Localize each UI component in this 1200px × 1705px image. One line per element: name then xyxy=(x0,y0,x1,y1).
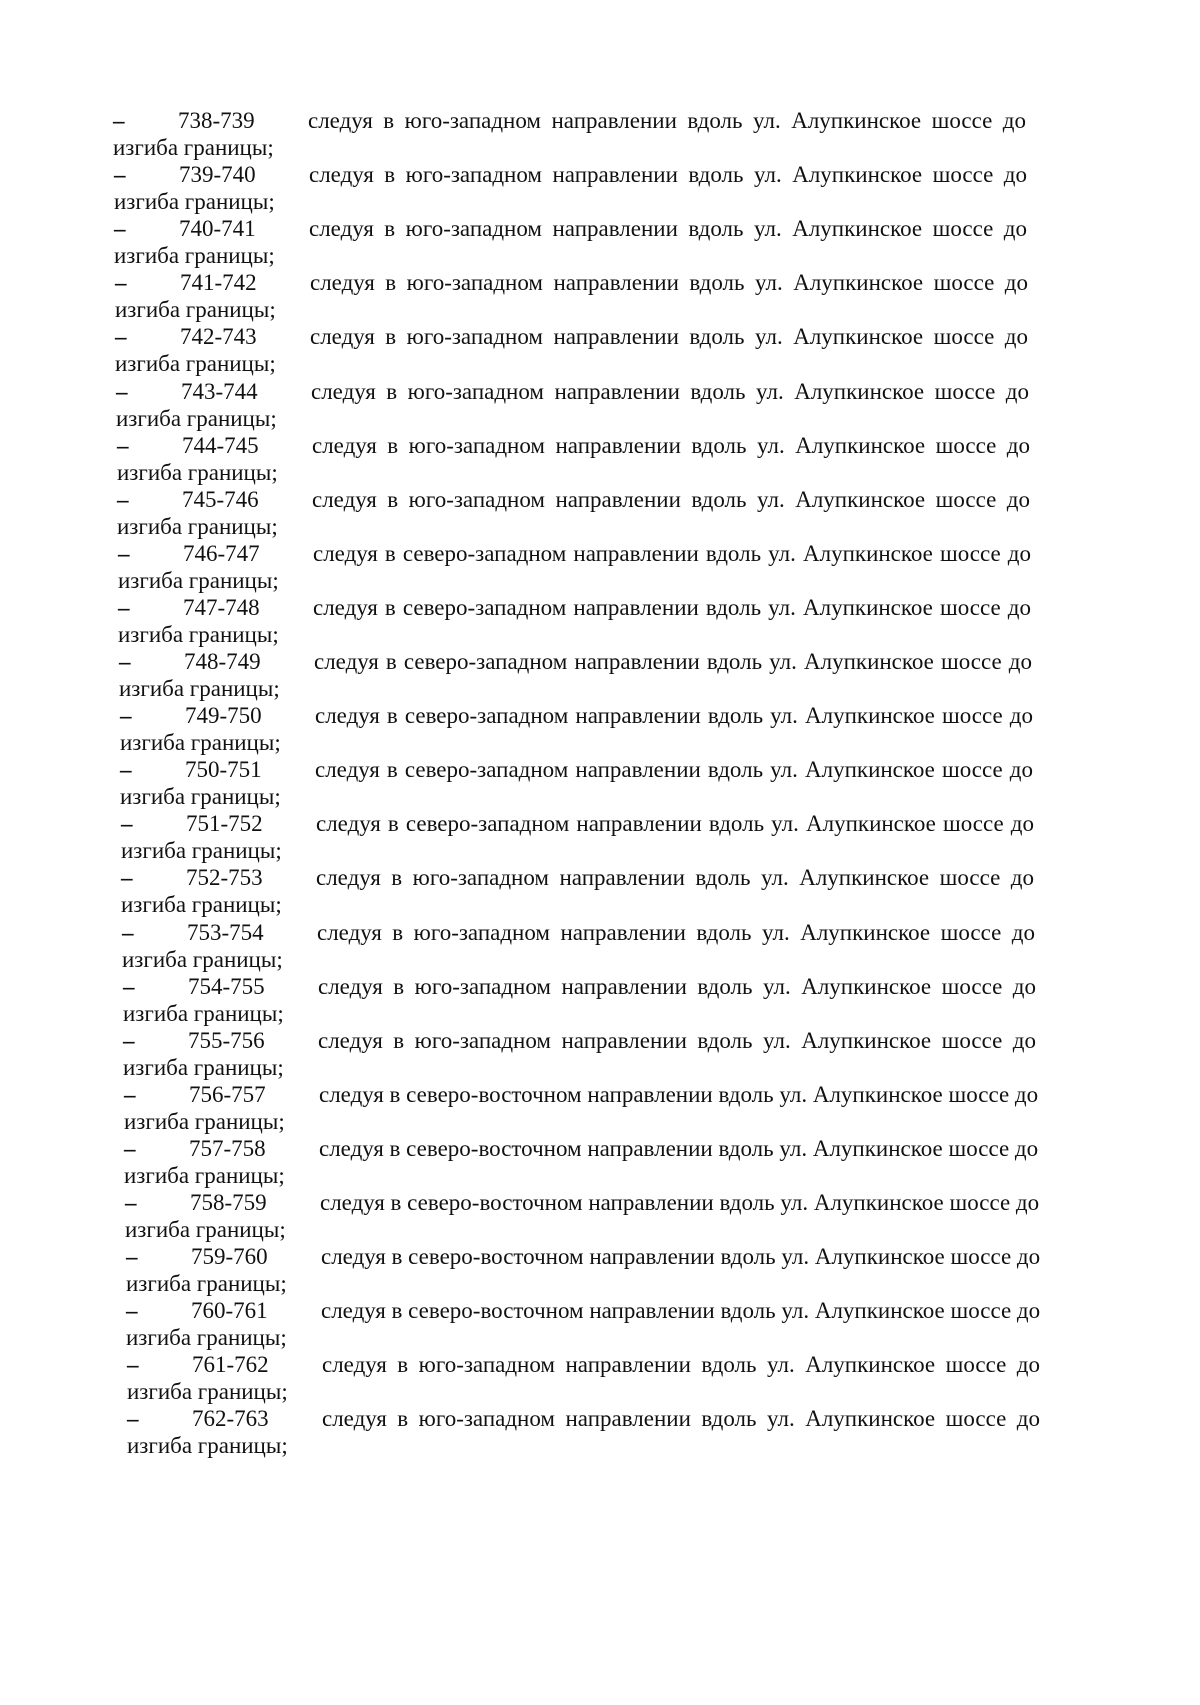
segment-description: следуя в юго-западном направлении вдоль ул. Алупкинское шоссе до xyxy=(312,487,1030,512)
segment-description-continuation: изгиба границы; xyxy=(123,1001,284,1026)
list-dash: – xyxy=(120,757,132,782)
segment-description-continuation: изгиба границы; xyxy=(114,189,275,214)
list-dash: – xyxy=(126,1244,138,1269)
boundary-segment-entry xyxy=(0,323,1200,381)
segment-description-continuation: изгиба границы; xyxy=(122,947,283,972)
segment-description-continuation: изгиба границы; xyxy=(115,297,276,322)
list-dash: – xyxy=(123,974,135,999)
list-dash: – xyxy=(124,1082,136,1107)
segment-description: следуя в северо-западном направлении вдоль ул. Алупкинское шоссе до xyxy=(315,703,1033,728)
boundary-segment-entry xyxy=(0,864,1200,922)
segment-description: следуя в юго-западном направлении вдоль ул. Алупкинское шоссе до xyxy=(309,216,1027,241)
segment-description: следуя в юго-западном направлении вдоль ул. Алупкинское шоссе до xyxy=(322,1406,1040,1431)
boundary-segment-entry xyxy=(0,107,1200,165)
segment-number: 751-752 xyxy=(186,811,263,836)
list-dash: – xyxy=(114,216,126,241)
segment-description: следуя в северо-западном направлении вдоль ул. Алупкинское шоссе до xyxy=(313,541,1031,566)
boundary-segment-entry xyxy=(0,1081,1200,1139)
segment-description-continuation: изгиба границы; xyxy=(120,784,281,809)
boundary-segment-entry xyxy=(0,810,1200,868)
list-dash: – xyxy=(120,703,132,728)
segment-description-continuation: изгиба границы; xyxy=(117,460,278,485)
boundary-segment-entry xyxy=(0,161,1200,219)
segment-number: 745-746 xyxy=(182,487,259,512)
segment-description: следуя в юго-западном направлении вдоль ул. Алупкинское шоссе до xyxy=(318,974,1036,999)
segment-description-continuation: изгиба границы; xyxy=(120,730,281,755)
segment-description: следуя в северо-западном направлении вдоль ул. Алупкинское шоссе до xyxy=(315,757,1033,782)
boundary-segment-entry xyxy=(0,1135,1200,1193)
segment-description-continuation: изгиба границы; xyxy=(116,406,277,431)
segment-description: следуя в северо-восточном направлении вдоль ул. Алупкинское шоссе до xyxy=(319,1136,1039,1161)
list-dash: – xyxy=(114,162,126,187)
boundary-segment-entry xyxy=(0,919,1200,977)
segment-description: следуя в северо-восточном направлении вдоль ул. Алупкинское шоссе до xyxy=(321,1298,1041,1323)
segment-number: 744-745 xyxy=(182,433,259,458)
segment-description: следуя в северо-восточном направлении вдоль ул. Алупкинское шоссе до xyxy=(321,1244,1041,1269)
segment-description: следуя в северо-западном направлении вдоль ул. Алупкинское шоссе до xyxy=(316,811,1034,836)
segment-description: следуя в юго-западном направлении вдоль ул. Алупкинское шоссе до xyxy=(310,324,1028,349)
segment-number: 741-742 xyxy=(180,270,257,295)
segment-description-continuation: изгиба границы; xyxy=(121,892,282,917)
segment-number: 743-744 xyxy=(181,379,258,404)
boundary-segment-entry xyxy=(0,378,1200,436)
segment-number: 757-758 xyxy=(189,1136,266,1161)
boundary-segment-entry xyxy=(0,215,1200,273)
list-dash: – xyxy=(117,433,129,458)
list-dash: – xyxy=(127,1352,139,1377)
boundary-segment-entry xyxy=(0,1189,1200,1247)
list-dash: – xyxy=(125,1190,137,1215)
segment-number: 759-760 xyxy=(191,1244,268,1269)
boundary-segment-entry xyxy=(0,1243,1200,1301)
boundary-segment-entry xyxy=(0,648,1200,706)
segment-description-continuation: изгиба границы; xyxy=(118,622,279,647)
segment-description-continuation: изгиба границы; xyxy=(125,1217,286,1242)
list-dash: – xyxy=(113,108,125,133)
segment-number: 762-763 xyxy=(192,1406,269,1431)
segment-description-continuation: изгиба границы; xyxy=(126,1325,287,1350)
segment-description-continuation: изгиба границы; xyxy=(115,351,276,376)
list-dash: – xyxy=(118,595,130,620)
boundary-segment-entry xyxy=(0,486,1200,544)
boundary-segment-entry xyxy=(0,269,1200,327)
segment-description-continuation: изгиба границы; xyxy=(127,1433,288,1458)
segment-description: следуя в северо-западном направлении вдоль ул. Алупкинское шоссе до xyxy=(313,595,1031,620)
segment-description-continuation: изгиба границы; xyxy=(127,1379,288,1404)
boundary-segment-entry xyxy=(0,1405,1200,1463)
list-dash: – xyxy=(126,1298,138,1323)
segment-description: следуя в юго-западном направлении вдоль ул. Алупкинское шоссе до xyxy=(312,433,1030,458)
segment-number: 758-759 xyxy=(190,1190,267,1215)
list-dash: – xyxy=(124,1136,136,1161)
boundary-segment-entry xyxy=(0,1297,1200,1355)
segment-description: следуя в северо-западном направлении вдоль ул. Алупкинское шоссе до xyxy=(314,649,1032,674)
segment-number: 755-756 xyxy=(188,1028,265,1053)
segment-description-continuation: изгиба границы; xyxy=(113,135,274,160)
boundary-segment-entry xyxy=(0,973,1200,1031)
boundary-segment-entry xyxy=(0,594,1200,652)
segment-description-continuation: изгиба границы; xyxy=(119,676,280,701)
segment-description-continuation: изгиба границы; xyxy=(117,514,278,539)
boundary-segment-entry xyxy=(0,702,1200,760)
segment-description: следуя в юго-западном направлении вдоль ул. Алупкинское шоссе до xyxy=(311,379,1029,404)
boundary-segment-entry xyxy=(0,432,1200,490)
segment-description-continuation: изгиба границы; xyxy=(114,243,275,268)
segment-number: 752-753 xyxy=(186,865,263,890)
segment-description: следуя в юго-западном направлении вдоль ул. Алупкинское шоссе до xyxy=(318,1028,1036,1053)
segment-description-continuation: изгиба границы; xyxy=(124,1163,285,1188)
segment-number: 739-740 xyxy=(179,162,256,187)
segment-description: следуя в юго-западном направлении вдоль ул. Алупкинское шоссе до xyxy=(317,920,1035,945)
boundary-segment-entry xyxy=(0,1027,1200,1085)
segment-number: 748-749 xyxy=(184,649,261,674)
list-dash: – xyxy=(117,487,129,512)
segment-number: 753-754 xyxy=(187,920,264,945)
segment-number: 749-750 xyxy=(185,703,262,728)
list-dash: – xyxy=(116,379,128,404)
segment-number: 756-757 xyxy=(189,1082,266,1107)
boundary-segment-entry xyxy=(0,540,1200,598)
segment-number: 761-762 xyxy=(192,1352,269,1377)
list-dash: – xyxy=(115,270,127,295)
segment-number: 740-741 xyxy=(179,216,256,241)
segment-description: следуя в северо-восточном направлении вдоль ул. Алупкинское шоссе до xyxy=(319,1082,1039,1107)
segment-description: следуя в северо-восточном направлении вдоль ул. Алупкинское шоссе до xyxy=(320,1190,1040,1215)
segment-number: 746-747 xyxy=(183,541,260,566)
list-dash: – xyxy=(119,649,131,674)
segment-number: 760-761 xyxy=(191,1298,268,1323)
list-dash: – xyxy=(115,324,127,349)
list-dash: – xyxy=(118,541,130,566)
list-dash: – xyxy=(123,1028,135,1053)
segment-description-continuation: изгиба границы; xyxy=(124,1109,285,1134)
segment-number: 750-751 xyxy=(185,757,262,782)
segment-description-continuation: изгиба границы; xyxy=(126,1271,287,1296)
segment-number: 742-743 xyxy=(180,324,257,349)
boundary-segment-entry xyxy=(0,1351,1200,1409)
segment-description: следуя в юго-западном направлении вдоль ул. Алупкинское шоссе до xyxy=(310,270,1028,295)
segment-description: следуя в юго-западном направлении вдоль ул. Алупкинское шоссе до xyxy=(322,1352,1040,1377)
segment-number: 738-739 xyxy=(178,108,255,133)
segment-description-continuation: изгиба границы; xyxy=(121,838,282,863)
segment-number: 754-755 xyxy=(188,974,265,999)
segment-number: 747-748 xyxy=(183,595,260,620)
segment-description-continuation: изгиба границы; xyxy=(123,1055,284,1080)
list-dash: – xyxy=(127,1406,139,1431)
segment-description: следуя в юго-западном направлении вдоль ул. Алупкинское шоссе до xyxy=(308,108,1026,133)
boundary-segment-entry xyxy=(0,756,1200,814)
segment-description-continuation: изгиба границы; xyxy=(118,568,279,593)
list-dash: – xyxy=(121,811,133,836)
list-dash: – xyxy=(121,865,133,890)
segment-description: следуя в юго-западном направлении вдоль ул. Алупкинское шоссе до xyxy=(309,162,1027,187)
segment-description: следуя в юго-западном направлении вдоль ул. Алупкинское шоссе до xyxy=(316,865,1034,890)
list-dash: – xyxy=(122,920,134,945)
